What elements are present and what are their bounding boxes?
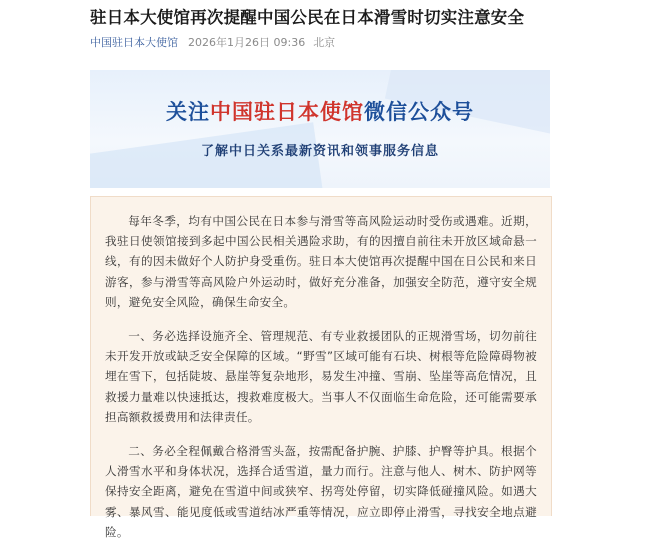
article-paragraph: 二、务必全程佩戴合格滑雪头盔，按需配备护腕、护膝、护臀等护具。根据个人滑雪水平和身体状况，选择合适雪道，量力而行。注意与他人、树木、防护网等保持安全距离，避免在雪道中间或狭窄、拐弯处停留，切实降低碰撞风险。如遇大雾、暴风雪、能见度低或雪道结冰严重等情况，应立即停止滑雪，寻找安全地点避险。 [105, 444, 537, 539]
article-paragraph: 一、务必选择设施齐全、管理规范、有专业救援团队的正规滑雪场，切勿前往未开发开放或缺乏安全保障的区域。“野雪”区域可能有石块、树根等危险障碍物被埋在雪下，包括陡坡、悬崖等复杂地形，易发生冲撞、雪崩、坠崖等高危情况，且救援力量难以快速抵达，搜救难度极大。当事人不仅面临生命危险，还可能需要承担高额救援费用和法律责任。 [105, 329, 537, 424]
publish-location: 北京 [313, 36, 336, 49]
article-meta [90, 34, 335, 50]
headline-highlight: 中国驻日本使馆 [210, 100, 364, 124]
article-title: 驻日本大使馆再次提醒中国公民在日本滑雪时切实注意安全 [90, 8, 525, 27]
source-link[interactable]: 中国驻日本大使馆 [90, 36, 178, 49]
publish-time: 2026年1月26日 09:36 [188, 36, 306, 49]
banner-headline [90, 96, 550, 126]
wechat-promo-banner[interactable] [90, 70, 550, 188]
headline-prefix: 关注 [166, 100, 210, 124]
article-body [90, 196, 552, 539]
article-paragraph: 每年冬季，均有中国公民在日本参与滑雪等高风险运动时受伤或遇难。近期，我驻日使领馆接到多起中国公民相关遇险求助，有的因擅自前往未开放区域命悬一线，有的因未做好个人防护身受重伤。驻日本大使馆再次提醒中国在日公民和来日游客，参与滑雪等高风险户外运动时，做好充分准备，加强安全防范，遵守安全规则，避免安全风险，确保生命安全。 [105, 214, 537, 309]
headline-suffix: 微信公众号 [364, 100, 474, 124]
banner-subline: 了解中日关系最新资讯和领事服务信息 [200, 144, 439, 159]
